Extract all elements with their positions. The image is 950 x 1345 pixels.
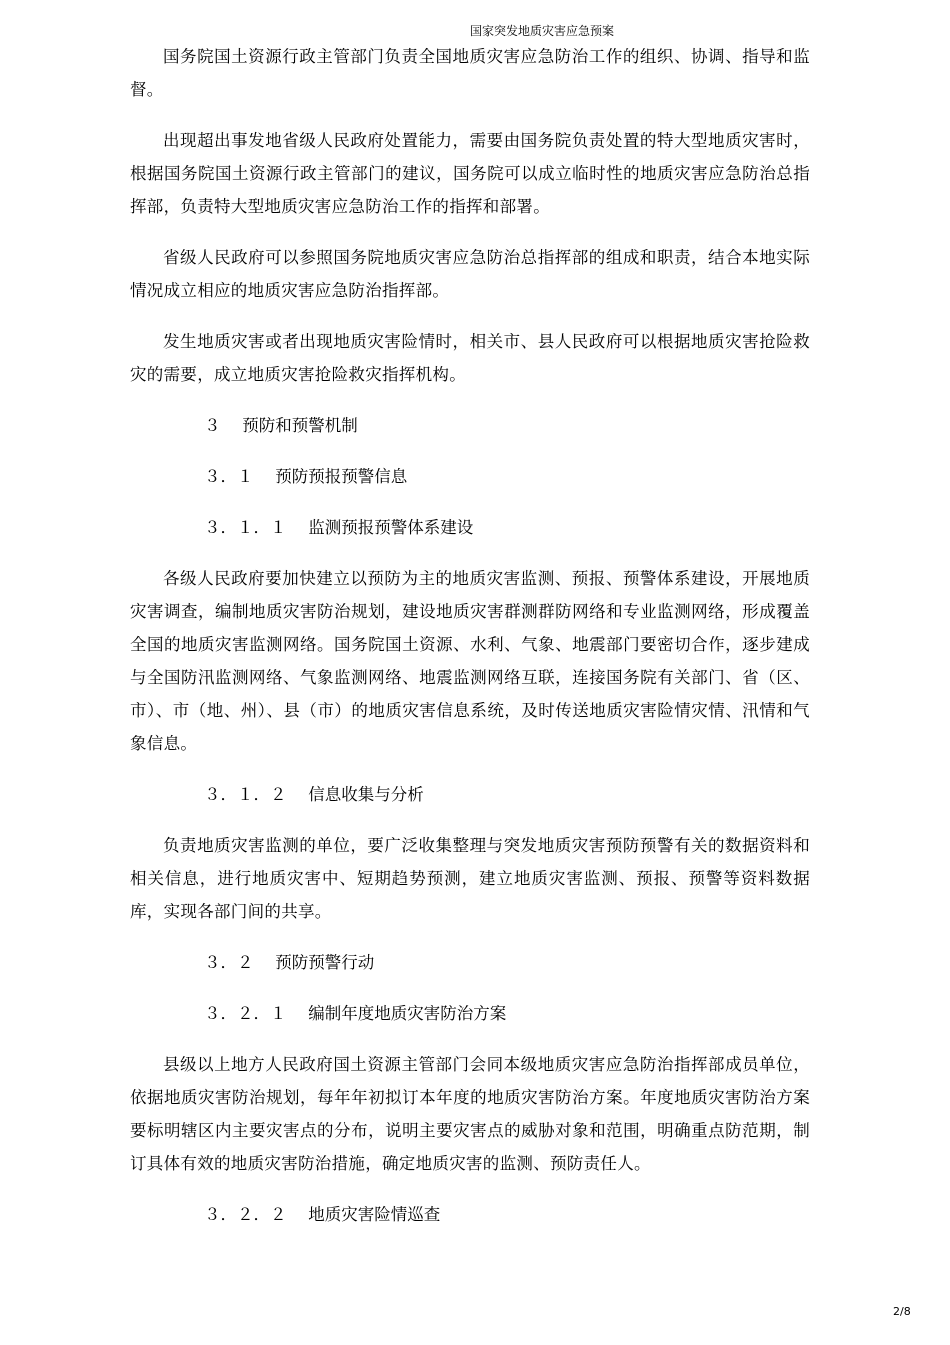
paragraph: 县级以上地方人民政府国土资源主管部门会同本级地质灾害应急防治指挥部成员单位，依据地质灾害防治规划，每年年初拟订本年度的地质灾害防治方案。年度地质灾害防治方案要标明辖区内主要灾害点的分布，说明主要灾害点的威胁对象和范围，明确重点防范期，制订具体有效的地质灾害防治措施，确定地质灾害的监测、预防责任人。 bbox=[130, 1055, 810, 1173]
running-header-title: 国家突发地质灾害应急预案 bbox=[470, 24, 615, 38]
section-heading: ３ 预防和预警机制 bbox=[204, 416, 358, 435]
paragraph: 发生地质灾害或者出现地质灾害险情时，相关市、县人民政府可以根据地质灾害抢险救灾的需要，成立地质灾害抢险救灾指挥机构。 bbox=[130, 332, 810, 384]
section-heading: ３．２．２ 地质灾害险情巡查 bbox=[204, 1205, 441, 1224]
paragraph: 省级人民政府可以参照国务院地质灾害应急防治总指挥部的组成和职责，结合本地实际情况成立相应的地质灾害应急防治指挥部。 bbox=[130, 248, 810, 300]
page-number: 2/8 bbox=[893, 1305, 911, 1318]
section-heading: ３．２ 预防预警行动 bbox=[204, 953, 375, 972]
paragraph: 各级人民政府要加快建立以预防为主的地质灾害监测、预报、预警体系建设，开展地质灾害调查，编制地质灾害防治规划，建设地质灾害群测群防网络和专业监测网络，形成覆盖全国的地质灾害监测网络。国务院国土资源、水利、气象、地震部门要密切合作，逐步建成与全国防汛监测网络、气象监测网络、地震监测网络互联，连接国务院有关部门、省（区、市）、市（地、州）、县（市）的地质灾害信息系统，及时传送地质灾害险情灾情、汛情和气象信息。 bbox=[130, 569, 810, 753]
paragraph: 负责地质灾害监测的单位，要广泛收集整理与突发地质灾害预防预警有关的数据资料和相关信息，进行地质灾害中、短期趋势预测，建立地质灾害监测、预报、预警等资料数据库，实现各部门间的共享。 bbox=[130, 836, 810, 921]
section-heading: ３．１．２ 信息收集与分析 bbox=[204, 785, 424, 804]
document-body bbox=[130, 40, 810, 1249]
section-heading: ３．１ 预防预报预警信息 bbox=[204, 467, 408, 486]
section-heading: ３．２．１ 编制年度地质灾害防治方案 bbox=[204, 1004, 507, 1023]
paragraph: 出现超出事发地省级人民政府处置能力，需要由国务院负责处置的特大型地质灾害时，根据国务院国土资源行政主管部门的建议，国务院可以成立临时性的地质灾害应急防治总指挥部，负责特大型地质灾害应急防治工作的指挥和部署。 bbox=[130, 131, 810, 216]
section-heading: ３．１．１ 监测预报预警体系建设 bbox=[204, 518, 474, 537]
paragraph: 国务院国土资源行政主管部门负责全国地质灾害应急防治工作的组织、协调、指导和监督。 bbox=[130, 47, 810, 99]
